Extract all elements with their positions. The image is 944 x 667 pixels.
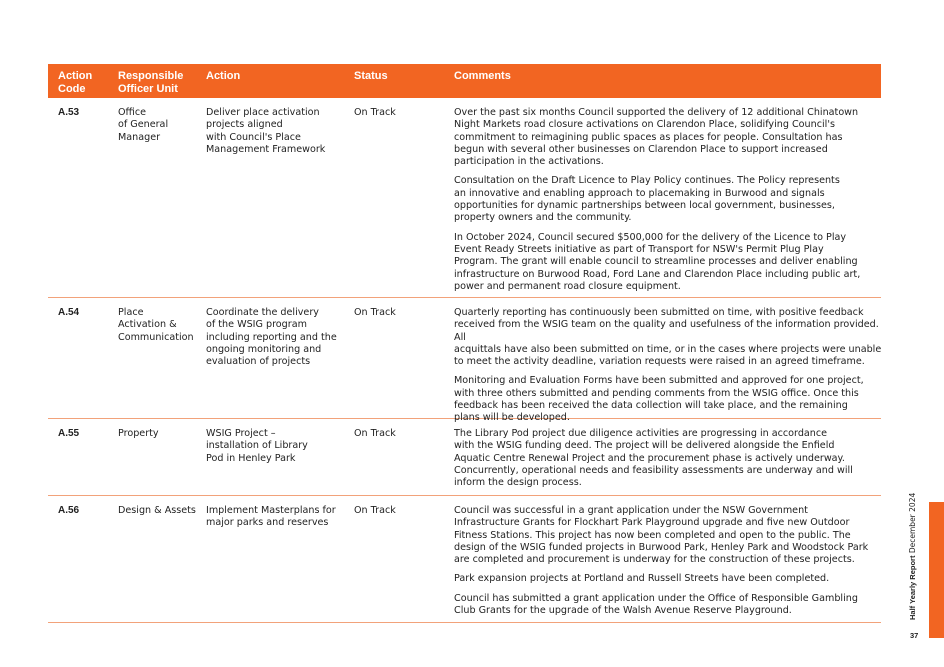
comment-line: participation in the activations. — [454, 156, 604, 168]
table-header — [48, 64, 881, 98]
comment-line: acquittals have also been submitted on time, or in the cases where projects were unable — [454, 343, 882, 355]
comment-line: received from the WSIG team on the quality and usefulness of the information provided. All — [454, 319, 879, 343]
action-text-line: Pod in Henley Park — [206, 452, 296, 464]
action-text — [206, 505, 336, 530]
action-text — [206, 428, 308, 465]
action-text-line: of the WSIG program — [206, 319, 307, 331]
header-code-line: Code — [58, 82, 86, 95]
header-code — [58, 70, 92, 95]
action-table — [48, 64, 881, 623]
comment-line: Monitoring and Evaluation Forms have been submitted and approved for one project, — [454, 375, 864, 387]
table-row — [48, 496, 881, 623]
comment-paragraph — [454, 175, 884, 224]
action-text — [206, 107, 325, 156]
comment-line: Aquatic Centre Renewal Project and the procurement phase is actively underway. — [454, 452, 845, 464]
comments — [454, 307, 884, 432]
comment-line: begun with several other businesses on Clarendon Place to support increased — [454, 143, 828, 155]
action-code: A.54 — [58, 307, 80, 318]
comment-line: to meet the activity deadline, variation requests were raised in an agreed timeframe. — [454, 356, 865, 368]
action-text-line: including reporting and the — [206, 331, 337, 343]
table-row — [48, 298, 882, 424]
comment-line: inform the design process. — [454, 477, 582, 489]
header-status: Status — [354, 70, 388, 82]
page-number: 37 — [910, 631, 919, 640]
status-text: On Track — [354, 505, 396, 516]
comment-line: Council was successful in a grant application under the NSW Government — [454, 505, 808, 516]
table-body — [48, 98, 881, 623]
officer-unit-line: Communication — [118, 331, 194, 343]
action-text-line: installation of Library — [206, 440, 308, 452]
comment-line: In October 2024, Council secured $500,000 for the delivery of the Licence to Play — [454, 231, 847, 243]
comment-line: an innovative and enabling approach to placemaking in Burwood and signals — [454, 187, 825, 199]
comment-line: Event Ready Streets initiative as part of Transport for NSW's Permit Plug Play — [454, 243, 824, 255]
header-unit — [118, 70, 183, 95]
action-text-line: major parks and reserves — [206, 517, 329, 529]
comment-line: design of the WSIG funded projects in Burwood Park, Henley Park and Woodstock Park — [454, 541, 869, 553]
action-text-line: with Council's Place — [206, 131, 301, 143]
officer-unit-line: Manager — [118, 131, 161, 143]
header-unit-line: Officer Unit — [118, 82, 178, 95]
officer-unit-line: Property — [118, 428, 159, 439]
action-code: A.53 — [58, 107, 80, 118]
officer-unit-line: Place — [118, 307, 144, 318]
table-row — [48, 419, 881, 496]
comment-line: Council has submitted a grant application under the Office of Responsible Gambling — [454, 592, 858, 604]
action-text-line: Management Framework — [206, 143, 326, 155]
comment-line: Concurrently, operational needs and feasibility assessments are underway and will — [454, 464, 853, 476]
comment-paragraph — [454, 573, 884, 585]
status-text: On Track — [354, 107, 396, 118]
report-title: Half Yearly Report — [908, 555, 917, 620]
comment-paragraph — [454, 375, 884, 424]
header-unit-line: Responsible — [118, 70, 184, 82]
comment-line: Night Markets road closure activations on Clarendon Place, solidifying Council's — [454, 119, 835, 131]
comment-line: with the WSIG funding deed. The project will be delivered alongside the Enfield — [454, 440, 835, 452]
status-text: On Track — [354, 307, 396, 318]
comment-line: property owners and the community. — [454, 212, 632, 224]
report-label — [908, 493, 917, 620]
comment-line: Club Grants for the upgrade of the Walsh Avenue Reserve Playground. — [454, 605, 792, 617]
comment-line: Quarterly reporting has continuously been submitted on time, with positive feedback — [454, 307, 864, 318]
header-comments: Comments — [454, 70, 511, 82]
comment-paragraph — [454, 593, 884, 618]
header-code-line: Action — [58, 70, 93, 82]
officer-unit — [118, 307, 194, 344]
header-action: Action — [206, 70, 241, 82]
officer-unit — [118, 428, 159, 440]
officer-unit-line: Activation & — [118, 319, 177, 331]
action-text-line: Coordinate the delivery — [206, 307, 319, 318]
comment-paragraph — [454, 232, 884, 293]
action-text-line: Deliver place activation — [206, 107, 320, 118]
comments — [454, 505, 884, 624]
comments — [454, 428, 884, 496]
comment-line: power and permanent road closure equipment. — [454, 280, 681, 292]
report-period: December 2024 — [908, 492, 917, 554]
comment-line: Infrastructure Grants for Flockhart Park Playground upgrade and five new Outdoor — [454, 517, 850, 529]
officer-unit-line: of General — [118, 119, 169, 131]
comment-line: are completed and procurement is underway for the construction of these projects. — [454, 554, 855, 566]
action-text — [206, 307, 337, 368]
action-text-line: projects aligned — [206, 119, 283, 131]
comments — [454, 107, 884, 300]
action-text-line: ongoing monitoring and — [206, 343, 322, 355]
comment-paragraph — [454, 428, 884, 489]
comment-line: The Library Pod project due diligence activities are progressing in accordance — [454, 428, 828, 439]
comment-line: opportunities for dynamic partnerships between local government, businesses, — [454, 200, 835, 212]
officer-unit-line: Design & Assets — [118, 505, 196, 516]
action-text-line: WSIG Project – — [206, 428, 276, 439]
action-code: A.55 — [58, 428, 80, 439]
comment-line: plans will be developed. — [454, 412, 570, 424]
comment-paragraph — [454, 505, 884, 566]
comment-line: commitment to reimagining public spaces as places for people. Consultation has — [454, 131, 843, 143]
officer-unit — [118, 505, 196, 517]
comment-line: with three others submitted and pending comments from the WSIG office. Once this — [454, 387, 859, 399]
side-accent-bar — [929, 502, 944, 638]
table-row — [48, 98, 881, 298]
comment-line: Consultation on the Draft Licence to Play Policy continues. The Policy represents — [454, 175, 840, 187]
comment-line: Over the past six months Council supported the delivery of 12 additional Chinatown — [454, 107, 859, 118]
comment-line: Fitness Stations. This project has now been completed and open to the public. The — [454, 529, 851, 541]
comment-line: Program. The grant will enable council to streamline processes and deliver enabling — [454, 256, 858, 268]
action-text-line: evaluation of projects — [206, 356, 311, 368]
officer-unit-line: Office — [118, 107, 147, 118]
comment-line: Park expansion projects at Portland and Russell Streets have been completed. — [454, 573, 830, 585]
officer-unit — [118, 107, 168, 144]
comment-paragraph — [454, 107, 884, 168]
comment-line: feedback has been received the data collection will take place, and the remaining — [454, 400, 848, 412]
action-text-line: Implement Masterplans for — [206, 505, 336, 516]
comment-line: infrastructure on Burwood Road, Ford Lane and Clarendon Place including public art, — [454, 268, 861, 280]
action-code: A.56 — [58, 505, 80, 516]
comment-paragraph — [454, 307, 884, 368]
status-text: On Track — [354, 428, 396, 439]
